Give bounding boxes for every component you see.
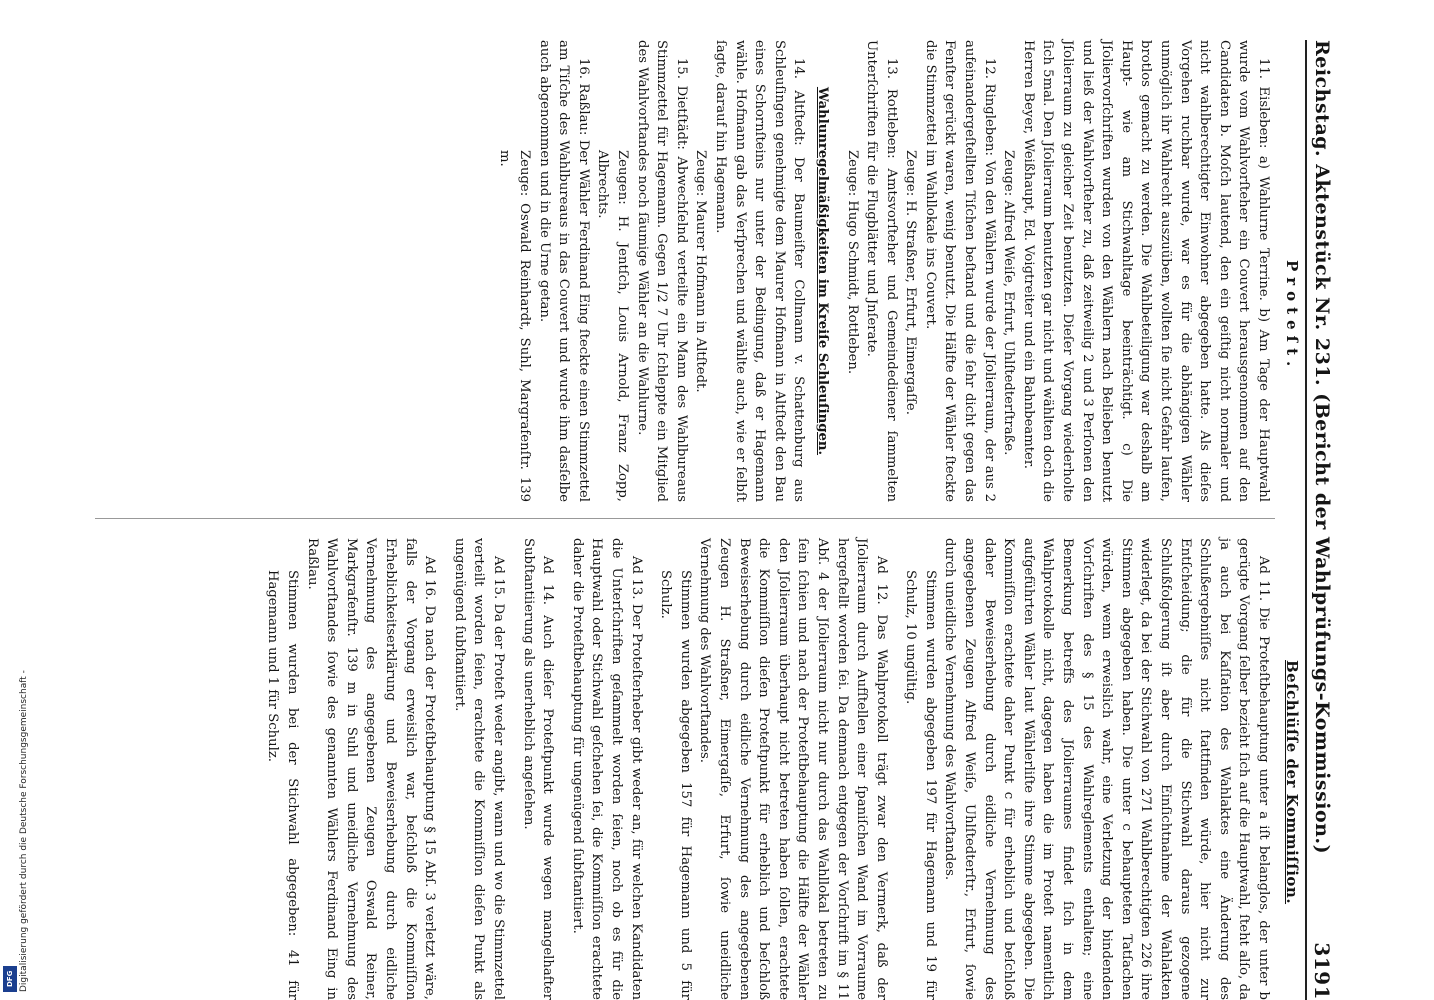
protest-14-witness: Zeuge: Maurer Hofmann in Altſtedt. xyxy=(693,150,709,393)
decision-16: Ad 16. Da nach der Proteſtbehauptung § 15 Abſ. 3 verletzt wäre, falls der Vorgang erweislich war, beſchloß die Kommiſſion Erheblichkeitserklärung und Beweiserhebung durch eidliche Vernehmung des angegebenen Zeugen Oswald Reiner, Markgrafenſtr. 139 m in Suhl und uneidliche Vernehmung des Wahlvorſtandes ſowie des genannten Wählers Ferdinand Eing in Raßlau. xyxy=(304,538,438,1000)
decision-12-votes: Stimmen wurden abgegeben 157 für Hagemann und 5 für Schulz. xyxy=(658,570,693,1000)
rotated-page xyxy=(65,40,1345,1000)
protest-column xyxy=(495,40,1273,502)
protest-13: 13. Rottleben: Amtsvorſteher und Gemeindediener ſammelten Unterſchriften für die Flugblätter und Jnſerate. xyxy=(864,40,899,502)
protest-15-witness: Zeugen: H. Jentſch, Louis Arnold, Franz Zopp, Albrechts. xyxy=(595,150,630,502)
column-headings xyxy=(1277,40,1301,1000)
protest-12: 12. Ringleben: Von den Wählern wurde der Jſolierraum, der aus 2 aufeinandergeſtellten Tiſchen beſtand und die ſehr dicht gegen das Fenſter gerückt waren, wenig benutzt. Die Hälfte der Wähler ſteckte die Stimmzettel im Wahllokale ins Couvert. xyxy=(922,40,997,502)
protest-16-witness: Zeuge: Oswald Reinhardt, Suhl, Margrafenſtr. 139 m. xyxy=(497,150,533,502)
protest-16: 16. Raßlau: Der Wähler Ferdinand Eing ſteckte einen Stimmzettel am Tiſche des Wahlbureaus in das Couvert und wurde ihm dasſelbe auch abgenommen und in die Urne getan. xyxy=(536,40,591,502)
protest-11: 11. Eisleben: a) Wahlurne Terrine. b) Am Tage der Hauptwahl wurde vom Wahlvorſteher ein Couvert herausgenommen auf den Candidaten b. Moſch lautend, den ein geiſtig nicht normaler und nicht wahlberechtigter Einwohner abgegeben hatte. Als dieſes Vorgehen ruchbar wurde, war es für die abhängigen Wähler unmöglich ihr Wahlrecht auszuüben, wollten ſie nicht Gefahr laufen, brotlos gemacht zu werden. Die Wahlbeteiligung war deshalb am Haupt- wie am Stichwahltage beeinträchtigt. c) Die Jſoliervorſchriften wurden von den Wählern nach Belieben benutzt und ließ der Wahlvorſteher zu, daß zeitweilig 2 und 3 Perſonen den Jſolierraum zu gleicher Zeit benutzten. Dieſer Vorgang wiederholte ſich 5mal. Den Jſolierraum benutzten gar nicht und wählten doch die Herren Beyer, Weißhaupt, Ed. Voigtreiter und ein Bahnbeamter. xyxy=(1020,40,1271,502)
protest-14: 14. Altſtedt: Der Baumeiſter Collmann v. Schattenburg aus Schleuſingen genehmigte dem Maurer Hofmann in Altſtedt den Bau eines Schornſteins nur unter der Bedingung, daß er Hagemann wähle. Hofmann gab das Verſprechen und wählte auch, wie er ſelbſt ſagte, darauf hin Hagemann. xyxy=(712,40,807,502)
protest-12-witness: Zeuge: H. Straßner, Erfurt, Eimergaſſe. xyxy=(903,150,919,415)
right-column-heading: Beſchlüſſe der Kommiſſion. xyxy=(1283,660,1301,905)
protest-13-witness: Zeuge: Hugo Schmidt, Rottleben. xyxy=(844,150,860,375)
decision-11: Ad 11. Die Proteſtbehauptung unter a iſt belanglos, der unter b gerügte Vorgang ſelber bezieht ſich auf die Hauptwahl, ſteht alſo, da ja auch bei Kaſſation des Wahlaktes eine Änderung des Schlußergebniſſes nicht ſtattfinden würde, hier nicht zur Entſcheidung; die für die Stichwahl daraus gezogene Schlußfolgerung iſt aber durch Einſichtnahme der Wahlakten widerlegt, da bei der Stichwahl von 271 Wahlberechtigten 226 ihre Stimmen abgegeben haben. Die unter c behaupteten Tatſachen würden, wenn erweislich wahr, eine Verletzung der bindenden Vorſchriften des § 15 des Wahlreglements enthalten; eine Bemerkung betreffs des Jſolierraumes findet ſich in dem Wahlprotokolle nicht, dagegen haben die im Proteſt namentlich aufgeführten Wähler laut Wählerliſte ihre Stimme abgegeben. Die Kommiſſion erachtete daher Punkt c für erheblich und beſchloß daher Beweiserhebung durch eidliche Vernehmung des angegebenen Zeugen Alfred Weiſe, Uhlſtedterſtr., Erfurt, ſowie durch uneidliche Vernehmung des Wahlvorſtandes. xyxy=(942,538,1271,1000)
page-number: 3191 xyxy=(1309,942,1334,1000)
digitization-credit xyxy=(0,0,29,1000)
decision-12: Ad 12. Das Wahlprotokoll trägt zwar den Vermerk, daß der Jſolierraum durch Aufſtellen einer ſpaniſchen Wand im Vorraume hergeſtellt worden ſei. Da demnach entgegen der Vorſchrift im § 11 Abſ. 4 der Jſolierraum nicht nur durch das Wahllokal betreten zu ſein ſchien und nach der Proteſtbehauptung die Hälfte der Wähler den Jſolierraum überhaupt nicht betreten haben ſollen, erachtete die Kommiſſion dieſen Proteſtpunkt für erheblich und beſchloß Beweiserhebung durch eidliche Vernehmung des angegebenen Zeugen H. Straßner, Eimergaſſe, Erfurt, ſowie uneidliche Vernehmung des Wahlvorſtandes. xyxy=(697,538,889,1000)
decision-15: Ad 15. Da der Proteſt weder angibt, wann und wo die Stimmzettel verteilt worden ſeien, erachtete die Kommiſſion dieſen Punkt als ungenügend ſubſtantiiert. xyxy=(451,538,507,1000)
column-divider xyxy=(95,518,1275,519)
page-header xyxy=(1305,40,1345,1000)
protest-11-witness: Zeuge: Alfred Weiſe, Erfurt, Uhlſtedterſtraße. xyxy=(1001,150,1017,456)
protest-15: 15. Dietſtädt: Abwechſelnd verteilte ein Mann des Wahlbureaus Stimmzettel für Hagemann. Gegen 1/2 7 Uhr ſchleppte ein Mitglied des Wahlvorſtandes noch ſäumige Wähler an die Wahlurne. xyxy=(634,40,689,502)
decisions-column xyxy=(253,538,1273,1000)
credit-text: Digitalisierung gefördert durch die Deutsche Forschungsgemeinschaft - xyxy=(19,670,29,992)
left-column-heading: Proteſt. xyxy=(1283,260,1301,373)
decision-11-votes: Stimmen wurden abgegeben 197 für Hagemann und 19 für Schulz, 10 ungültig. xyxy=(903,570,938,1000)
decision-13: Ad 13. Der Proteſterheber gibt weder an, für welchen Kandidaten die Unterſchriften geſammelt worden ſeien, noch ob es für die Hauptwahl oder Stichwahl geſchehen ſei, die Kommiſſion erachtete daher die Proteſtbehauptung für ungenügend ſubſtantiiert. xyxy=(569,538,644,1000)
section-title: Wahlunregelmäßigkeiten im Kreiſe Schleuſingen. xyxy=(814,86,830,456)
header-title: Reichstag. Aktenstück Nr. 231. (Bericht der Wahlprüfungs-Kommission.) xyxy=(1310,40,1333,855)
decision-16-votes: Stimmen wurden bei der Stichwahl abgegeben: 41 für Hagemann und 1 für Schulz. xyxy=(265,570,301,1000)
decision-14: Ad 14. Auch dieſer Proteſtpunkt wurde wegen mangelhafter Subſtantiierung als unerheblich angeſehen. xyxy=(520,538,556,1000)
dfg-logo-icon: DFG xyxy=(3,966,17,992)
